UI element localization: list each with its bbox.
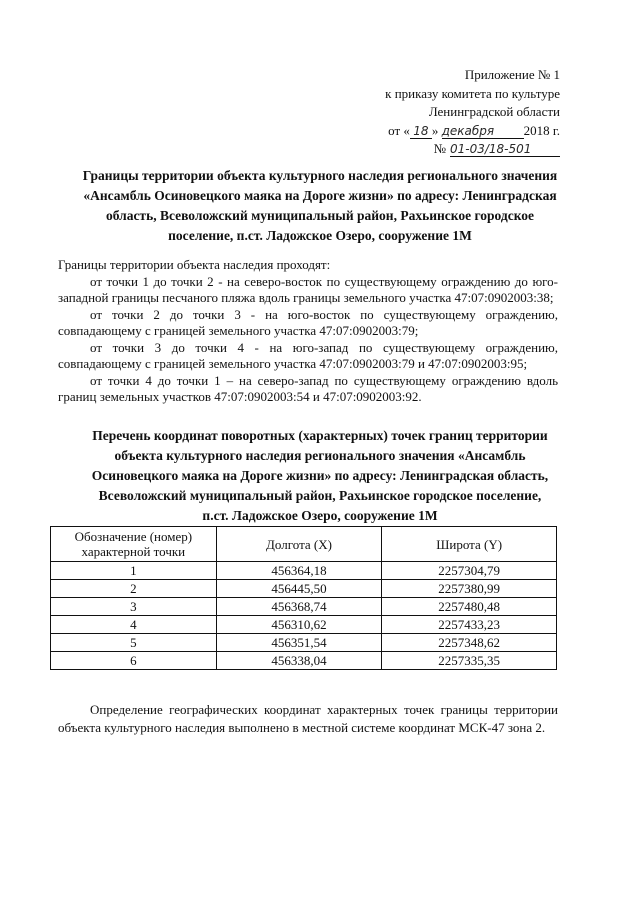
coordinates-table [50, 526, 557, 670]
latitude: 2257480,48 [382, 598, 557, 616]
boundary-segment-1-2: от точки 1 до точки 2 - на северо-восток по существующему ограждению до юго-западной границы песчаного пляжа вдоль границы земельного участка 47:07:0902003:38; [58, 273, 558, 305]
date-mid: » [431, 122, 439, 138]
title-line: Перечень координат поворотных (характерных) точек границ территории [92, 428, 548, 443]
appendix-header [385, 66, 560, 159]
point-number: 5 [51, 634, 217, 652]
longitude: 456310,62 [216, 616, 382, 634]
table-row [51, 562, 557, 580]
title-line: Границы территории объекта культурного наследия регионального значения [82, 168, 558, 183]
longitude: 456364,18 [216, 562, 382, 580]
header-latitude: Широта (Y) [382, 527, 557, 562]
title-line: Осиновецкого маяка на Дороге жизни» по адресу: Ленинградская область, [91, 468, 549, 483]
longitude: 456445,50 [216, 580, 382, 598]
header-longitude: Долгота (X) [216, 527, 382, 562]
appendix-number-line [385, 140, 560, 159]
order-number: 01-03/18-501 [450, 143, 560, 157]
table-row [51, 580, 557, 598]
table-row [51, 598, 557, 616]
boundary-segment-4-1: от точки 4 до точки 1 – на северо-запад по существующему ограждению вдоль границ земельных участков 47:07:0902003:54 и 47:07:0902003:92. [58, 372, 558, 404]
appendix-date-line [385, 122, 560, 141]
appendix-region-line: Ленинградской области [428, 104, 560, 119]
boundaries-description [58, 257, 558, 406]
title-line: объекта культурного наследия регионального значения «Ансамбль [114, 448, 526, 463]
date-month: декабря [442, 125, 524, 139]
point-number: 3 [51, 598, 217, 616]
date-year: 2018 г. [523, 122, 560, 138]
appendix-order-line: к приказу комитета по культуре [385, 85, 560, 101]
latitude: 2257335,35 [382, 652, 557, 670]
boundaries-title [60, 166, 580, 246]
header-point-number: Обозначение (номер) характерной точки [51, 527, 217, 562]
longitude: 456338,04 [216, 652, 382, 670]
boundaries-intro: Границы территории объекта наследия проходят: [58, 257, 331, 272]
date-day: 18 [410, 125, 432, 139]
latitude: 2257433,23 [382, 616, 557, 634]
title-line: область, Всеволожский муниципальный район, Рахьинское городское [105, 208, 535, 223]
boundary-segment-3-4: от точки 3 до точки 4 - на юго-запад по существующему ограждению, совпадающему с границей земельного участка 47:07:0902003:79 и 47:07:0902003:95; [58, 339, 558, 371]
title-line: поселение, п.ст. Ладожское Озеро, сооружение 1М [168, 228, 472, 243]
point-number: 2 [51, 580, 217, 598]
longitude: 456368,74 [216, 598, 382, 616]
coordinate-system-note: Определение географических координат характерных точек границы территории объекта культурного наследия выполнено в местной системе координат МСК-47 зона 2. [58, 702, 558, 735]
point-number: 4 [51, 616, 217, 634]
title-line: Всеволожский муниципальный район, Рахьинское городское поселение, [98, 488, 542, 503]
table-row [51, 634, 557, 652]
number-prefix: № [433, 141, 446, 156]
latitude: 2257304,79 [382, 562, 557, 580]
latitude: 2257348,62 [382, 634, 557, 652]
point-number: 1 [51, 562, 217, 580]
longitude: 456351,54 [216, 634, 382, 652]
coordinates-title [60, 426, 580, 526]
point-number: 6 [51, 652, 217, 670]
table-row [51, 616, 557, 634]
table-row [51, 652, 557, 670]
boundary-segment-2-3: от точки 2 до точки 3 - на юго-восток по существующему ограждению, совпадающему с границей земельного участка 47:07:0902003:79; [58, 306, 558, 338]
table-header-row [51, 527, 557, 562]
title-line: п.ст. Ладожское Озеро, сооружение 1М [202, 508, 438, 523]
appendix-title: Приложение № 1 [464, 67, 560, 82]
latitude: 2257380,99 [382, 580, 557, 598]
title-line: «Ансамбль Осиновецкого маяка на Дороге жизни» по адресу: Ленинградская [83, 188, 557, 203]
date-prefix: от « [388, 122, 410, 138]
